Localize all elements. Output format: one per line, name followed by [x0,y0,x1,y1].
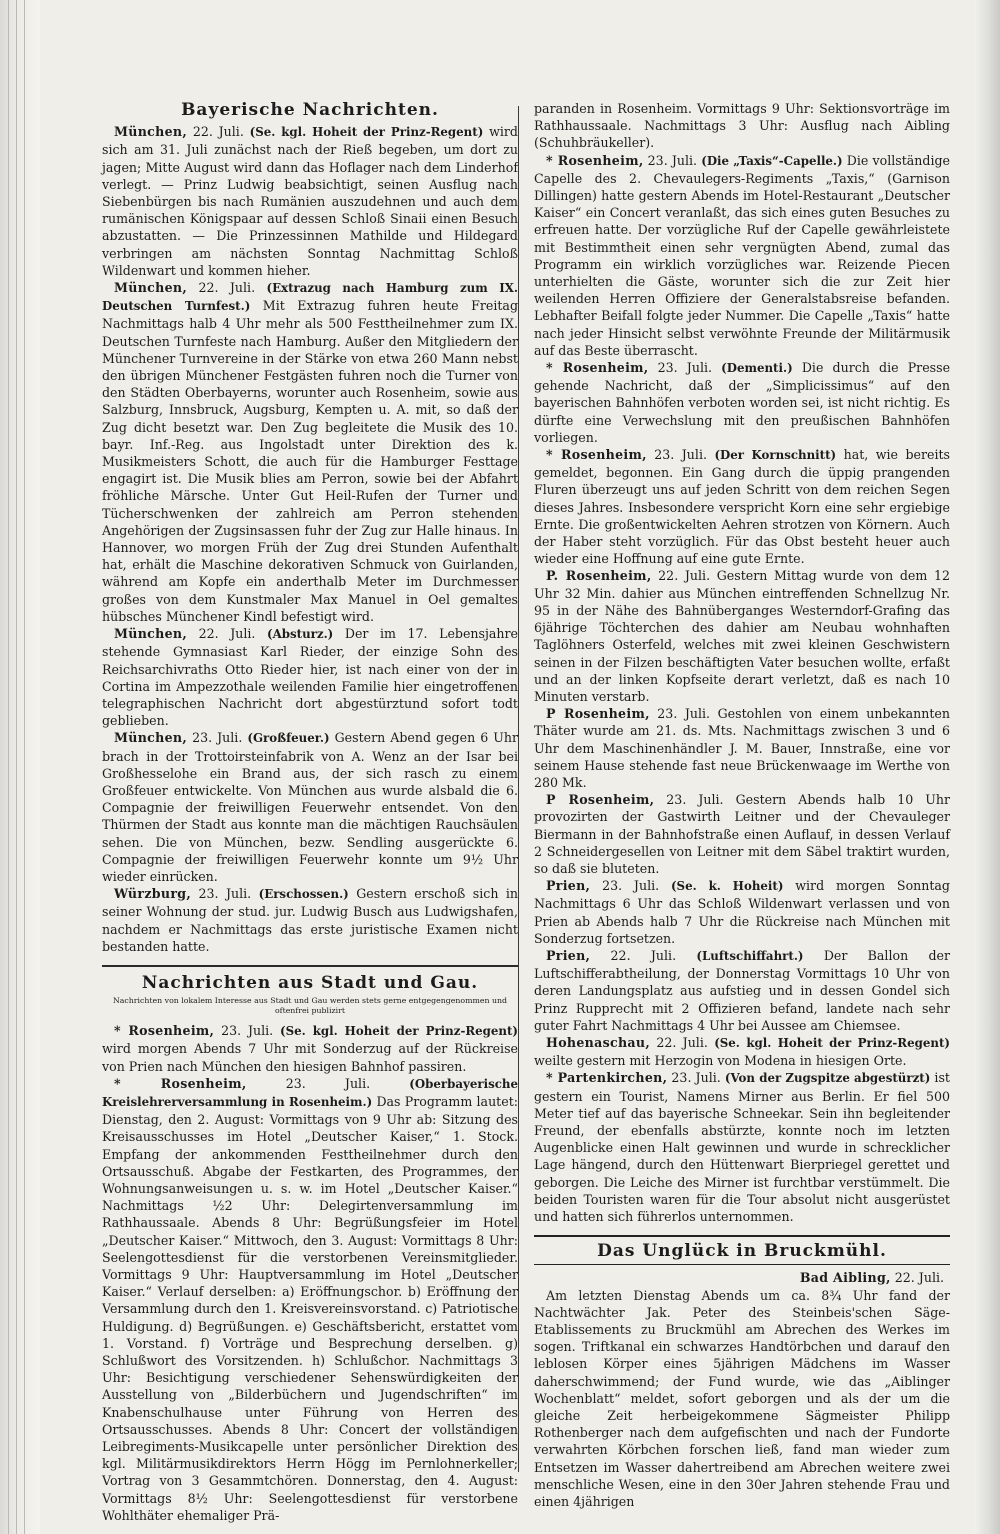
left-column [102,100,519,1523]
article [102,625,518,729]
article [102,729,518,885]
article-tag: (Absturz.) [267,627,334,642]
article-date: 23. Juli. [192,730,243,746]
article-place: Hohenaschau, [546,1034,650,1050]
article-text: Der im 17. Lebensjahre stehende Gymnasiast Karl Rieder, der einzige Sohn des Reichsarchivraths Otto Rieder hier, ist nach einer von der in Cortina im Ampezzothale weilenden Familie hier eingetroffenen telegraphischen Nachricht dort abgestürztund sofort todt geblieben. [102,626,519,729]
article-text: ist gestern ein Tourist, Namens Mirner aus Berlin. Er fiel 500 Meter tief auf das bayerische Schneekar. Sein ihn begleitender Freund, der ebenfalls abstürzte, konnte noch im letzten Augenblicke einen Halt gewinnen und wurde in schrecklicher Lage hängend, durch den Hüttenwart Bierpriegel gerettet und geborgen. Die Leiche des Mirner ist furchtbar verstümmelt. Die beiden Touristen waren für die Tour absolut nicht ausgerüstet und hatten sich führerlos unternommen. [534,1070,950,1224]
article-tag: (Der Kornschnitt) [714,448,837,463]
article-text: wird morgen Sonntag Nachmittags 6 Uhr das Schloß Wildenwart verlassen und von Prien ab Abends halb 7 Uhr die Rückreise nach München mit Sonderzug fortsetzen. [534,878,950,946]
article [534,705,950,791]
article [102,123,518,279]
section-subtitle-stadt-und-gau: Nachrichten von lokalem Interesse aus Stadt und Gau werden stets gerne entgegengenommen und oftenfrei publizirt [112,996,508,1016]
article-text: Gestern Mittag wurde von dem 12 Uhr 32 Min. dahier aus München eintreffenden Schnellzug Nr. 95 in der Nähe des Bahnüberganges Westerndorf-Grafing das 6jährige Töchterchen des dahier am Neubau wohnhaften Taglöhners Osterfeld, welches mit zwei kleinen Geschwistern seinen in der Filzen beschäftigten Vater besuchen wollte, erfaßt und an der linken Kopfseite derart verletzt, daß es nach 10 Minuten verstarb. [534,568,950,704]
article-date: 23. Juli. [654,447,707,463]
article-date: 23. Juli. [657,360,713,376]
article-tag: (Se. kgl. Hoheit der Prinz-Regent) [249,125,484,140]
article-tag: (Von der Zugspitze abgestürzt) [724,1071,931,1086]
article [534,947,950,1034]
article-date: 22. Juli. [198,280,256,296]
article-place: P Rosenheim, [546,706,650,722]
article-place: P Rosenheim, [546,792,655,808]
article-place: * Rosenheim, [546,152,644,168]
article-text: weilte gestern mit Herzogin von Modena in hiesigen Orte. [534,1053,907,1069]
article-tag: (Se. kgl. Hoheit der Prinz-Regent) [714,1035,950,1050]
article-tag: (Dementi.) [721,361,793,376]
article-tag: (Großfeuer.) [247,731,330,746]
box-title-unglueck-bruckmuehl: Das Unglück in Bruckmühl. [534,1235,950,1265]
article-date: 23. Juli. [198,886,252,902]
article-date: 23. Juli. [285,1075,371,1091]
page-binding [0,0,40,1534]
binding-edge-line [8,0,9,1534]
article-text: Gestern Abends halb 10 Uhr provozirten der Gastwirth Leitner und der Chevauleger Biermann in der Bahnhofstraße einen Auflauf, in dessen Verlauf 2 Schneidergesellen von Leitner mit dem Säbel traktirt wurden, so daß sie bluteten. [534,792,951,876]
article-date: 22. Juli. [192,124,244,140]
right-column [534,100,951,1510]
article-text: Gestohlen von einem unbekannten Thäter wurde am 21. ds. Mts. Nachmittags zwischen 3 und 6 Uhr dem Maschinenhändler J. M. Bauer, Innstraße, eine vor seinem Hause stehende fast neue Brückenwaage im Werthe von 280 Mk. [534,706,950,790]
article-tag: (Extrazug nach Hamburg zum IX. Deutschen Turnfest.) [102,281,518,314]
article-place: München, [114,626,188,642]
box-dateline [534,1269,950,1286]
article-date: 23. Juli. [671,1070,721,1086]
article-tag: (Se. kgl. Hoheit der Prinz-Regent) [280,1024,519,1039]
article-tag: (Oberbayerische Kreislehrerversammlung in Rosenheim.) [102,1076,518,1109]
article-date: 22. Juli. [198,626,256,642]
article-date: 23. Juli. [647,152,698,168]
article-place: * Rosenheim, [114,1075,247,1091]
article-text: Das Programm lautet: Dienstag, den 2. August: Vormittags von 9 Uhr ab: Sitzung des Kreisausschusses im Hotel „Deutscher Kaiser,“ 1. Stock. Empfang der ankommenden Festtheilnehmer durch den Ortsausschuß. Abgabe der Festkarten, des Programmes, der Wohnungsanweisungen u. s. w. im Hotel „Deutscher Kaiser.“ Nachmittags ½2 Uhr: Delegirtenversammlung im Rathhaussaale. Abends 8 Uhr: Begrüßungsfeier im Hotel „Deutscher Kaiser.“ Mittwoch, den 3. August: Vormittags 8 Uhr: Seelengottesdienst für die verstorbenen Vereinsmitglieder. Vormittags 9 Uhr: Hauptversammlung im Hotel „Deutscher Kaiser.“ Verlauf derselben: a) Eröffnungschor. b) Eröffnung der Versammlung durch den 1. Kreisvereinsvorstand. c) Patriotische Huldigung. d) Begrüßungen. e) Geschäftsbericht, erstattet vom 1. Vorstand. f) Vorträge und Besprechung derselben. g) Schlußwort des Vorsitzenden. h) Schlußchor. Nachmittags 3 Uhr: Besichtigung verschiedener Sehenswürdigkeiten der Ausstellung von „Bilderbüchern und Jugendschriften“ im Knabenschulhause unter Führung von Herren des Ortsausschusses. Abends 8 Uhr: Concert der vollständigen Leibregiments-Musikcapelle unter persönlicher Direktion des kgl. Militärmusikdirektors Herrn Högg im Pernlohnerkeller; Vortrag von 3 Gesammtchören. Donnerstag, den 4. August: Vormittags 8½ Uhr: Seelengottesdienst für verstorbene Wohlthäter ehemaliger Prä- [102,1093,518,1523]
section-title-stadt-und-gau: Nachrichten aus Stadt und Gau. [141,972,479,993]
binding-edge-line [16,0,17,1534]
article-place: * Rosenheim, [114,1023,215,1039]
article-place: * Partenkirchen, [546,1070,668,1086]
article-date: 23. Juli. [602,878,660,894]
article-list-stadt-und-gau [102,1022,518,1524]
article-text: Die durch die Presse gehende Nachricht, daß der „Simplicissimus“ auf den bayerischen Bahnhöfen verboten worden sei, ist nicht richtig. Es dürfte eine Verwechslung mit den preußischen Bahnhöfen vorliegen. [534,360,951,445]
article [534,1069,950,1225]
article-place: Prien, [546,947,591,963]
article-place: München, [114,124,188,140]
article [534,359,950,446]
article [534,791,950,877]
column-divider [518,106,519,1472]
article-continuation: paranden in Rosenheim. Vormittags 9 Uhr: Sektionsvorträge im Rathhaussaale. Nachmittags 3 Uhr: Ausflug nach Aibling (Schuhbräukeller). [534,101,950,151]
section-title-bayerische-nachrichten: Bayerische Nachrichten. [181,100,439,120]
article [534,152,950,359]
article-text: Der Ballon der Luftschifferabtheilung, der Donnerstag Vormittags 10 Uhr von deren Landungsplatz aus aufstieg und in dessen Gondel sich Prinz Rupprecht mit 2 Offizieren befand, landete nach sehr guter Fahrt Nachmittags 4 Uhr bei Aussee am Chiemsee. [534,947,951,1033]
article-place: Würzburg, [114,886,192,902]
article-text: Mit Extrazug fuhren heute Freitag Nachmittags halb 4 Uhr mehr als 500 Festtheilnehmer zum IX. Deutschen Turnfeste nach Hamburg. Außer den Mitgliedern der Münchener Turnvereine in der Stärke von etwa 260 Mann nebst den übrigen Münchener Festgästen fuhren noch die Turner von den Städten Oberbayerns, worunter auch Rosenheim, sowie aus Salzburg, Innsbruck, Augsburg, Kempten u. A. mit, so daß der Zug dicht besetzt war. Den Zug begleitete die Musik des 10. bayr. Inf.-Reg. aus Ingolstadt unter Direktion des k. Musikmeisters Schott, die auch für die Hamburger Festtage engagirt ist. Die Musik blies am Perron, sowie bei der Abfahrt fröhliche Märsche. Unter Gut Heil-Rufen der Turner und Tücherschwenken der zahlreich am Perron stehenden Angehörigen der Zugsinsassen fuhr der Zug zur Halle hinaus. In Hannover, wo morgen Früh der Zug drei Stunden Aufenthalt hat, erhält die Maschine dekorativen Schmuck von Guirlanden, während am Kopfe ein anderthalb Meter im Durchmesser großes von dem Kunstmaler Max Manuel in Oel gemaltes hübsches Münchener Kindl befestigt wird. [102,298,519,624]
article [102,279,518,625]
article-list-bayerische-nachrichten [102,123,518,955]
article [534,877,950,947]
article [102,1075,518,1524]
article-text: Gestern Abend gegen 6 Uhr brach in der Trottoirsteinfabrik von A. Wenz an der Isar bei Großhesselohe ein Brand aus, der sich rasch zu einem Großfeuer entwickelte. Von München aus wurde alsbald die 6. Compagnie der freiwilligen Feuerwehr entsendet. Von den Thürmen der Stadt aus konnte man die mächtigen Rauchsäulen sehen. Die von München, bezw. Sendling ausgerückte 6. Compagnie der freiwilligen Feuerwehr konnte um 9½ Uhr wieder einrücken. [102,730,518,884]
article-place: * Rosenheim, [546,447,647,463]
article-place: Prien, [546,878,591,894]
article-tag: (Luftschiffahrt.) [696,948,804,963]
dateline-place: Bad Aibling, [799,1270,891,1286]
article-tag: (Se. k. Hoheit) [670,879,784,894]
article-text: Die vollständige Capelle des 2. Chevaulegers-Regiments „Taxis,“ (Garnison Dillingen) hatte gestern Abends im Hotel-Restaurant „Deutscher Kaiser“ ein Concert veranlaßt, das sich eines guten Besuches zu erfreuen hatte. Der vorzügliche Ruf der Capelle gewährleistete mit Bestimmtheit einen sehr vergnügten Abend, zumal das Programm ein wirklich vorzügliches war. Reizende Piecen unterhielten die Gäste, worunter sich die zur Zeit hier weilenden Herren Offiziere der Generalstabsreise befanden. Lebhafter Beifall folgte jeder Nummer. Die Capelle „Taxis“ hatte nach jeder Hinsicht selbst verwöhnte Freunde der Militärmusik auf das Beste überrascht. [534,152,951,358]
article-place: München, [114,280,188,296]
article-place: P. Rosenheim, [546,568,652,584]
article-place: * Rosenheim, [546,360,649,376]
article [534,567,950,705]
article [102,1022,518,1075]
article [534,446,950,567]
article-date: 23. Juli. [221,1023,274,1039]
page-right-edge [974,0,1000,1534]
article-list-right [534,152,950,1226]
article-date: 22. Juli. [610,947,677,963]
article-text: wird sich am 31. Juli zunächst nach der Rieß begeben, um dort zu jagen; Mitte August wird dann das Hoflager nach dem Linderhof verlegt. — Prinz Ludwig beabsichtigt, seinen Ausflug nach Siebenbürgen bis nach Rumänien auszudehnen und auch dem rumänischen Königspaar auf dessen Schloß Sinaii einen Besuch abzustatten. — Die Prinzessinnen Mathilde und Hildegard verbringen am nächsten Sonntag Nachmittag Schloß Wildenwart und kommen hieher. [102,124,518,278]
article-date: 22. Juli. [658,568,711,584]
article [534,1034,950,1069]
section-divider [102,965,518,967]
article-text: wird morgen Abends 7 Uhr mit Sonderzug auf der Rückreise von Prien nach München den hiesigen Bahnhof passiren. [102,1041,518,1074]
article-date: 22. Juli. [656,1034,708,1050]
newspaper-page [92,92,951,1523]
dateline-date: 22. Juli. [894,1270,944,1286]
article-text: hat, wie bereits gemeldet, begonnen. Ein Gang durch die üppig prangenden Fluren überzeugt uns auf jeden Schritt von dem reichen Segen dieses Jahres. Insbesondere verspricht Korn eine sehr ergiebige Ernte. Die großentwickelten Aehren strotzen von Körnern. Auch der Haber steht vorzüglich. Für das Obst besteht heuer auch wieder eine Hoffnung auf eine gute Ernte. [534,447,951,567]
article [102,885,518,955]
article-tag: (Die „Taxis“-Capelle.) [701,153,843,168]
binding-edge-line [24,0,25,1534]
article-text: Gestern erschoß sich in seiner Wohnung der stud. jur. Ludwig Busch aus Ludwigshafen, nachdem er Nachmittags das erste juristische Examen nicht bestanden hatte. [102,886,518,954]
article-tag: (Erschossen.) [258,887,349,902]
article-place: München, [114,730,188,746]
article-date: 23. Juli. [666,792,724,808]
box-article-text: Am letzten Dienstag Abends um ca. 8¾ Uhr fand der Nachtwächter Jak. Peter des Steinbeis'schen Säge-Etablissements zu Bruckmühl am Abrechen des Werkes im sogen. Triftkanal ein schwarzes Handtörbchen und darauf den leblosen Körper eines 5jährigen Mädchens im Wasser daherschwimmend; der Fund wurde, wie das „Aiblinger Wochenblatt“ meldet, sofort geborgen und als der um die gleiche Zeit herbeigekommene Sägmeister Philipp Rothenberger nach dem aufgefischten und nach der Fundorte verwahrten Körbchen forschen ließ, fand man wieder zum Entsetzen im Wasser dahertreibend am Abrechen weitere zwei menschliche Wesen, eine in den 30er Jahren stehende Frau und einen 4jährigen [534,1287,950,1510]
article-date: 23. Juli. [657,706,711,722]
